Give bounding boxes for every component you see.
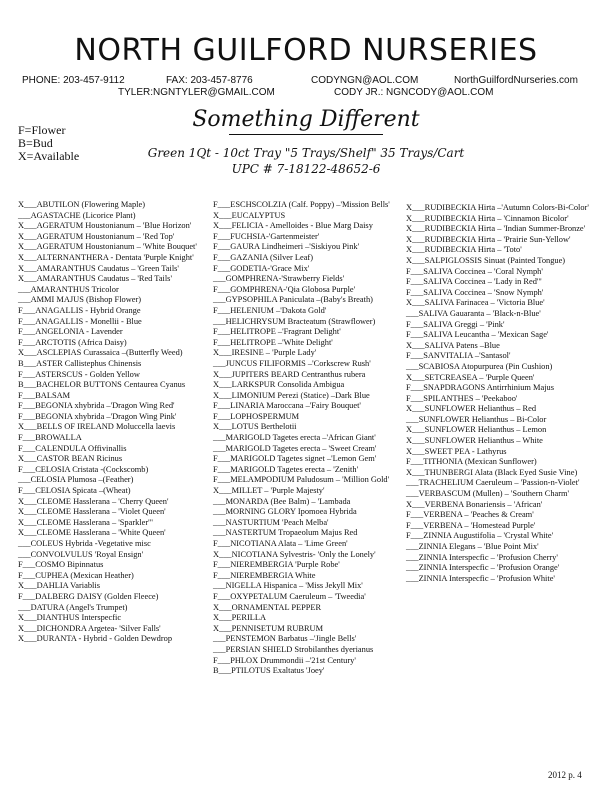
plant-list-item: F___MARIGOLD Tagetes signet –'Lemon Gem' [213, 454, 377, 464]
plant-list-item: X___BELLS OF IRELAND Moluccella laevis [18, 422, 176, 432]
plant-list-item: F___ANAGALLIS - Monellii - Blue [18, 316, 142, 326]
plant-list-item: X___SALIVA Patens –Blue [406, 340, 500, 350]
plant-list-item: F___CALENDULA Offivinallis [18, 443, 127, 453]
plant-list-column-3 [406, 203, 589, 584]
plant-list-item: X___SALPIGLOSSIS Sinuat (Painted Tongue) [406, 255, 566, 265]
plant-list-item: X___THUNBERGI Alata (Black Eyed Susie Vine) [406, 467, 578, 477]
plant-list-item: F___CELOSIA Spicata –(Wheat) [18, 486, 131, 496]
plant-list-item: X___AGERATUM Houstonianum – 'Red Top' [18, 231, 175, 241]
plant-list-item: X___CLEOME Hasslerana – 'White Queen' [18, 528, 166, 538]
upc-code: UPC # 7-18122-48652-6 [231, 162, 381, 176]
plant-list-item: X___DAHLIA Variablis [18, 581, 100, 591]
plant-list-item: ___SCABIOSA Atopurpurea (Pin Cushion) [406, 361, 553, 371]
plant-list-item: X___JUPITERS BEARD Centranthus rubera [213, 369, 366, 379]
plant-list-item: X___DICHONDRA Argetea- 'Silver Falls' [18, 623, 161, 633]
plant-list-item: F___BROWALLA [18, 433, 82, 443]
plant-list-item: X___SUNFLOWER Helianthus – Red [406, 404, 537, 414]
plant-list-item: X___ABUTILON (Flowering Maple) [18, 200, 145, 209]
plant-list-item: F___FUCHSIA-'Gartenmeister' [213, 231, 320, 241]
plant-list-item: F___PHLOX Drummondii –'21st Century' [213, 655, 356, 665]
plant-list-item: ___ZINNIA Interspecfic – 'Profusion White' [406, 573, 555, 583]
plant-list-item: X___DIANTHUS Interspecfic [18, 613, 122, 623]
plant-list-item: F___SALIVA Coccinea – 'Lady in Red'" [406, 277, 542, 287]
section-title-underline [229, 134, 383, 135]
plant-list-item: ___SALIVA Gauaranta – 'Black-n-Blue' [406, 308, 541, 318]
plant-list-item: ___MARIGOLD Tagetes erecta – 'Sweet Cream' [213, 443, 377, 453]
legend-flower: F=Flower [18, 123, 66, 137]
plant-list-item: ___CELOSIA Plumosa –(Feather) [18, 475, 134, 485]
section-title: Something Different [192, 107, 420, 132]
plant-list-item: ___SUNFLOWER Helianthus – Bi-Color [406, 414, 547, 424]
plant-list-item: X___CLEOME Hasslerana – 'Violet Queen' [18, 507, 166, 517]
plant-list-item: ___MONARDA (Bee Balm) – 'Lambada [213, 496, 351, 506]
plant-list-item: X___RUDIBECKIA Hirta – 'Toto' [406, 245, 522, 255]
plant-list-item: B___BACHELOR BUTTONS Centaurea Cyanus [18, 380, 186, 390]
plant-list-item: F___GAZANIA (Silver Leaf) [213, 252, 314, 262]
plant-list-item: X___AMARANTHUS Caudatus – 'Red Tails' [18, 274, 172, 284]
plant-list-item: F___SALIVA Leucantha – 'Mexican Sage' [406, 330, 549, 340]
plant-list-item: X___AMARANTHUS Caudatus – 'Green Tails' [18, 263, 179, 273]
plant-list-item: X___NICOTIANA Sylvestris- 'Only the Lonely' [213, 549, 376, 559]
plant-list-item: F___MELAMPODIUM Paludosum – 'Million Gold' [213, 475, 390, 485]
plant-list-item: F___MARIGOLD Tagetes erecta – 'Zenith' [213, 464, 359, 474]
plant-list-item: X___LOTUS Berthelotii [213, 422, 297, 432]
plant-list-item: X___PERILLA [213, 613, 267, 623]
plant-list-item: ___DATURA (Angel's Trumpet) [18, 602, 128, 612]
plant-list-item: F___LOPHOSPERMUM [213, 411, 300, 421]
plant-list-item: ___NASTERTUM Tropaeolum Majus Red [213, 528, 358, 538]
plant-list-item: X___ASCLEPIAS Curassaica –(Butterfly Weed) [18, 348, 183, 358]
plant-list-item: X___EUCALYPTUS [213, 210, 286, 220]
plant-list-item: X___RUDIBECKIA Hirta –'Autumn Colors-Bi-Color' [406, 203, 589, 212]
plant-list-item: ___HELICHRYSUM Bracteatum (Strawflower) [213, 316, 376, 326]
plant-list-item: ___ZINNIA Interspecfic – 'Profusion Orange' [406, 563, 560, 573]
plant-list-item: F___ARCTOTIS (Africa Daisy) [18, 337, 127, 347]
plant-list-item: F___TITHONIA (Mexican Sunflower) [406, 457, 537, 467]
plant-list-item: ___ZINNIA Elegans – 'Blue Point Mix' [406, 542, 539, 551]
plant-list-item: ___NASTURTIUM 'Peach Melba' [213, 517, 329, 527]
plant-list-item: F___GODETIA-'Grace Mix' [213, 263, 310, 273]
plant-list-item: X___RUDIBECKIA Hirta – 'Indian Summer-Bronze' [406, 224, 586, 234]
plant-list-item: F___GOMPHRENA-'Qia Globosa Purple' [213, 284, 356, 294]
plant-list-item: ___PENSTEMON Barbatus –'Jingle Bells' [213, 634, 357, 644]
email-cody-jr: CODY JR.: NGNCODY@AOL.COM [334, 87, 494, 98]
website: NorthGuilfordNurseries.com [454, 75, 578, 86]
plant-list-item: ___VERBASCUM (Mullen) – 'Southern Charm' [406, 489, 570, 499]
legend-available: X=Available [18, 149, 80, 163]
plant-list-item: ___NIGELLA Hispanica – 'Miss Jekyll Mix' [213, 581, 363, 591]
plant-list-item: ___JUNCUS FILIFORMIS –'Corkscrew Rush' [213, 358, 371, 368]
plant-list-item: F___NIEREMBERGIA 'Purple Robe' [213, 560, 340, 570]
plant-list-item: ___AMMI MAJUS (Bishop Flower) [18, 295, 142, 305]
plant-list-item: F___COSMO Bipinnatus [18, 560, 104, 570]
plant-list-item: ___ZINNIA Interspecfic – 'Profusion Cherry' [406, 552, 558, 562]
plant-list-item: F___SNAPDRAGONS Antirrhinium Majus [406, 383, 554, 393]
plant-list-item: X___RUDIBECKIA Hirta – 'Prairie Sun-Yellow' [406, 234, 571, 244]
plant-list-item: F___ZINNIA Augustifolia – 'Crystal White' [406, 531, 554, 541]
page-footer: 2012 p. 4 [548, 770, 582, 780]
plant-list-item: F___CUPHEA (Mexican Heather) [18, 570, 134, 580]
plant-list-item: X___ALTERNANTHERA - Dentata 'Purple Knight' [18, 252, 194, 262]
plant-list-item: X___MILLET – 'Purple Majesty' [213, 486, 325, 496]
tray-info: Green 1Qt - 10ct Tray "5 Trays/Shelf" 35 Trays/Cart [147, 146, 465, 160]
plant-list-item: ___PERSIAN SHIELD Strobilanthes dyerianus [213, 644, 374, 654]
plant-list-item: F___SALIVA Coccinea – 'Coral Nymph' [406, 266, 543, 276]
plant-list-item: X___PENNISETUM RUBRUM [213, 623, 324, 633]
plant-list-item: F___NIEREMBERGIA White [213, 570, 316, 580]
plant-list-item: X___FELICIA - Amelloides - Blue Marg Daisy [213, 221, 373, 231]
legend-bud: B=Bud [18, 136, 53, 150]
plant-list-item: F___SALIVA Coccinea – 'Snow Nymph' [406, 287, 544, 297]
plant-list-item: F___BALSAM [18, 390, 71, 400]
plant-list-item: F___CELOSIA Cristata -(Cockscomb) [18, 464, 149, 474]
plant-list-item: ___CONVOLVULUS 'Royal Ensign' [18, 549, 144, 559]
plant-list-item: ___TRACHELIUM Caeruleum – 'Passion-n-Violet' [406, 478, 580, 488]
plant-list-item: X___CLEOME Hasslerana – 'Sparkler'" [18, 517, 154, 527]
plant-list-item: F___HELENIUM –'Dakota Gold' [213, 305, 327, 315]
plant-list-item: F___ANGELONIA - Lavender [18, 327, 123, 337]
plant-list-item: X___IRESINE – 'Purple Lady' [213, 348, 317, 358]
plant-list-item: ___AMARANTHUS Tricolor [18, 284, 119, 294]
plant-list-item: X___VERBENA Bonariensis – 'African' [406, 499, 543, 509]
plant-list-item: ___MORNING GLORY Ipomoea Hybrida [213, 507, 357, 517]
plant-list-column-1 [18, 200, 197, 645]
plant-list-item: B___PTILOTUS Exaltatus 'Joey' [213, 666, 325, 676]
plant-list-item: ___COLEUS Hybrida -Vegetative misc [18, 539, 151, 548]
phone-number: PHONE: 203-457-9112 [22, 75, 125, 86]
plant-list-item: F___SANVITALIA –'Santasol' [406, 351, 511, 361]
plant-list-item: F___VERBENA – 'Peaches & Cream' [406, 510, 534, 520]
plant-list-column-2 [213, 200, 390, 677]
email-cody: CODYNGN@AOL.COM [311, 75, 419, 86]
plant-list-item: F___BEGONIA xhybrida –'Dragon Wing Red' [18, 401, 175, 411]
plant-list-item: F___DALBERG DAISY (Golden Fleece) [18, 591, 159, 601]
plant-list-item: F___SPILANTHES – 'Peekaboo' [406, 393, 518, 403]
plant-list-item: X___DURANTA - Hybrid - Golden Dewdrop [18, 634, 173, 644]
plant-list-item: F___BEGONIA xhybrida –'Dragon Wing Pink' [18, 411, 177, 421]
plant-list-item: F___ASTERSCUS - Golden Yellow [18, 369, 140, 379]
plant-list-item: X___AGERATUM Houstonianum – 'Blue Horizon' [18, 221, 192, 231]
plant-list-item: F___OXYPETALUM Caeruleum – 'Tweedia' [213, 591, 366, 601]
plant-list-item: X___CASTOR BEAN Ricinus [18, 454, 123, 464]
plant-list-item: X___LIMONIUM Perezi (Statice) –Dark Blue [213, 390, 370, 400]
plant-list-item: F___ESCHSCOLZIA (Calf. Poppy) –'Mission Bells' [213, 200, 390, 209]
plant-list-item: F___VERBENA – 'Homestead Purple' [406, 520, 536, 530]
plant-list-item: F___GAURA Lindheimeri –'Siskiyou Pink' [213, 242, 360, 252]
nursery-title: NORTH GUILFORD NURSERIES [74, 33, 538, 68]
plant-list-item: X___CLEOME Hasslerana – 'Cherry Queen' [18, 496, 169, 506]
plant-list-item: ___GYPSOPHILA Paniculata –(Baby's Breath) [213, 295, 373, 305]
plant-list-item: B___ASTER Callistephus Chinensis [18, 358, 142, 368]
plant-list-item: X___LARKSPUR Consolida Ambigua [213, 380, 345, 390]
plant-list-item: X___SUNFLOWER Helianthus – Lemon [406, 425, 547, 435]
plant-list-item: X___ORNAMENTAL PEPPER [213, 602, 322, 612]
plant-list-item: F___NICOTIANA Alata – 'Lime Green' [213, 539, 348, 548]
plant-list-item: X___SUNFLOWER Helianthus – White [406, 436, 543, 446]
plant-list-item: F___ANAGALLIS - Hybrid Orange [18, 305, 141, 315]
plant-list-item: F___LINARIA Maroccana –'Fairy Bouquet' [213, 401, 361, 411]
plant-list-item: ___AGASTACHE (Licorice Plant) [18, 210, 136, 220]
fax-number: FAX: 203-457-8776 [166, 75, 253, 86]
plant-list-item: ___MARIGOLD Tagetes erecta –'African Giant' [213, 433, 376, 443]
plant-list-item: X___SALIVA Farinacea – 'Victoria Blue' [406, 298, 545, 308]
email-tyler: TYLER:NGNTYLER@GMAIL.COM [118, 87, 275, 98]
plant-list-item: X___AGERATUM Houstonianum – 'White Bouquet' [18, 242, 197, 252]
plant-list-item: F___HELITROPE –'White Delight' [213, 337, 333, 347]
plant-list-item: X___SETCREASEA – 'Purple Queen' [406, 372, 535, 382]
plant-list-item: F___HELITROPE –'Fragrant Delight' [213, 327, 341, 337]
plant-list-item: X___RUDIBECKIA Hirta – 'Cinnamon Bicolor' [406, 213, 569, 223]
plant-list-item: F___SALIVA Greggi – 'Pink' [406, 319, 505, 329]
plant-list-item: ___GOMPHRENA-'Strawberry Fields' [213, 274, 345, 284]
plant-list-item: X___SWEET PEA - Lathyrus [406, 446, 507, 456]
